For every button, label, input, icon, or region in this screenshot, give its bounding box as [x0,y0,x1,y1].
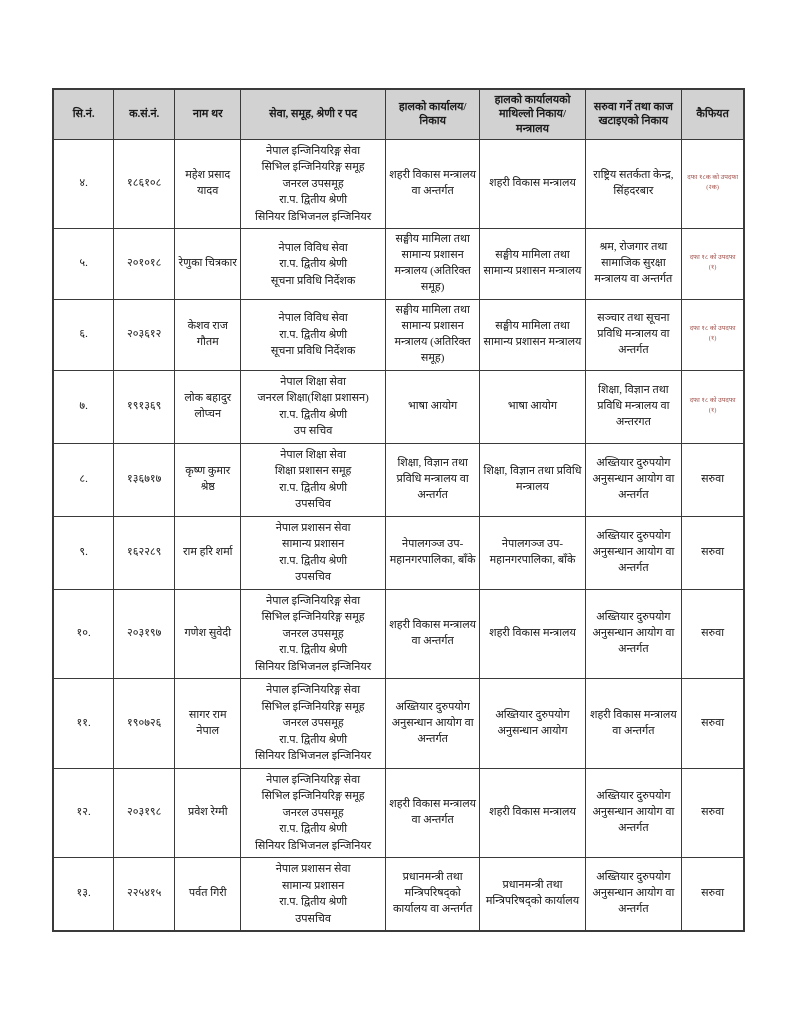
cell-employee-code-text: १९०७२६ [127,716,162,729]
cell-transfer-body-text: राष्ट्रिय सतर्कता केन्द्र, सिंहदरबार [593,169,674,198]
cell-current-office [385,589,480,679]
cell-parent-body [480,229,585,300]
service-line: रा.प. द्वितीय श्रेणी [279,258,348,271]
service-line: रा.प. द्वितीय श्रेणी [279,554,348,567]
table-row [53,858,744,932]
cell-employee-code-text: १६२२८९ [127,545,162,558]
cell-remarks [682,139,744,229]
cell-employee-code-text: २०३६१२ [127,328,162,341]
cell-name [175,300,241,371]
cell-transfer-body [585,139,682,229]
cell-parent-body-text: शहरी विकास मन्त्रालय [489,177,576,190]
cell-parent-body-text: नेपालगञ्ज उप-महानगरपालिका, बाँके [489,537,576,566]
cell-service-group [241,370,385,443]
cell-remarks [682,443,744,516]
cell-transfer-body-text: शिक्षा, विज्ञान तथा प्रविधि मन्त्रालय वा अन्तरगत [597,383,670,428]
service-line: रा.प. द्वितीय श्रेणी [279,896,348,909]
cell-serial-number [53,516,114,589]
cell-remarks-text: सरुवा [701,627,725,640]
table-row [53,679,744,769]
service-line: शिक्षा प्रशासन समूह [274,465,352,478]
transfer-list-table [52,88,745,932]
service-line: सिनियर डिभिजनल इन्जिनियर [255,839,372,852]
cell-name-text: गणेश सुवेदी [184,627,232,640]
cell-serial-number [53,768,114,858]
cell-employee-code [114,229,175,300]
cell-serial-number [53,589,114,679]
service-line: नेपाल शिक्षा सेवा [280,375,346,388]
cell-transfer-body [585,370,682,443]
cell-service-group [241,516,385,589]
cell-service-group [241,139,385,229]
cell-parent-body [480,679,585,769]
service-line: सिनियर डिभिजनल इन्जिनियर [255,750,372,763]
service-line: जनरल उपसमूह [282,177,344,190]
cell-parent-body [480,300,585,371]
cell-serial-number-text: ४. [79,177,88,190]
table-row [53,300,744,371]
cell-transfer-body-text: अख्तियार दुरुपयोग अनुसन्धान आयोग वा अन्तर्गत [592,611,675,656]
cell-serial-number [53,229,114,300]
cell-serial-number [53,443,114,516]
table-body [53,139,744,931]
cell-remarks-text: सरुवा [701,806,725,819]
service-line: जनरल उपसमूह [282,806,344,819]
service-line: रा.प. द्वितीय श्रेणी [279,194,348,207]
cell-parent-body-text: शहरी विकास मन्त्रालय [489,627,576,640]
cell-name [175,443,241,516]
cell-parent-body [480,370,585,443]
cell-parent-body-text: सङ्घीय मामिला तथा सामान्य प्रशासन मन्त्रालय [483,249,582,278]
service-line: सामान्य प्रशासन [282,538,345,551]
cell-transfer-body [585,589,682,679]
header-employee-code: क.सं.नं. [114,89,175,139]
cell-serial-number-text: ६. [79,328,88,341]
cell-name [175,679,241,769]
service-line: रा.प. द्वितीय श्रेणी [279,408,348,421]
cell-parent-body [480,768,585,858]
cell-transfer-body-text: श्रम, रोजगार तथा सामाजिक सुरक्षा मन्त्रालय वा अन्तर्गत [594,241,673,286]
cell-name-text: लोक बहादुर लोप्चन [184,391,232,420]
cell-name [175,516,241,589]
service-line: जनरल उपसमूह [282,627,344,640]
service-line: नेपाल प्रशासन सेवा [275,863,351,876]
cell-employee-code [114,300,175,371]
cell-remarks [682,516,744,589]
service-line: नेपाल इन्जिनियरिङ्ग सेवा [266,594,361,607]
cell-employee-code-text: १९१३६९ [127,399,162,412]
cell-current-office [385,858,480,932]
cell-transfer-body [585,229,682,300]
cell-serial-number-text: १०. [76,627,91,640]
header-name: नाम थर [175,89,241,139]
cell-serial-number [53,370,114,443]
cell-name [175,858,241,932]
service-line: उपसचिव [295,498,331,511]
cell-remarks-text: दफा १८ को उपदफा (१) [689,324,736,343]
service-line: नेपाल इन्जिनियरिङ्ग सेवा [266,773,361,786]
cell-employee-code-text: २२५४१५ [127,887,162,900]
cell-remarks [682,679,744,769]
cell-transfer-body-text: अख्तियार दुरुपयोग अनुसन्धान आयोग वा अन्तर्गत [592,790,675,835]
cell-serial-number-text: ७. [79,399,88,412]
cell-transfer-body-text: सञ्चार तथा सूचना प्रविधि मन्त्रालय वा अन्तर्गत [597,312,670,356]
header-transfer-body: सरुवा गर्ने तथा काज खटाइएको निकाय [585,89,682,139]
header-remarks: कैफियत [682,89,744,139]
cell-current-office [385,139,480,229]
service-line: रा.प. द्वितीय श्रेणी [279,733,348,746]
service-line: नेपाल इन्जिनियरिङ्ग सेवा [266,144,361,157]
cell-service-group [241,768,385,858]
table-header [53,89,744,139]
service-line: रा.प. द्वितीय श्रेणी [279,328,348,341]
table-row [53,229,744,300]
service-line: सिभिल इन्जिनियरिङ्ग समूह [261,611,365,624]
cell-transfer-body [585,443,682,516]
cell-service-group [241,300,385,371]
cell-parent-body [480,443,585,516]
service-line: सूचना प्रविधि निर्देशक [270,345,356,358]
cell-current-office [385,516,480,589]
table-row [53,768,744,858]
cell-serial-number-text: ८. [79,472,88,485]
cell-current-office-text: शहरी विकास मन्त्रालय वा अन्तर्गत [389,169,477,198]
cell-employee-code [114,679,175,769]
cell-current-office-text: शहरी विकास मन्त्रालय वा अन्तर्गत [389,619,477,648]
cell-serial-number [53,679,114,769]
table-row [53,370,744,443]
service-line: सिनियर डिभिजनल इन्जिनियर [255,660,372,673]
cell-employee-code [114,370,175,443]
cell-employee-code [114,768,175,858]
table-row [53,516,744,589]
cell-current-office-text: शिक्षा, विज्ञान तथा प्रविधि मन्त्रालय वा अन्तर्गत [396,456,469,501]
cell-remarks [682,589,744,679]
cell-serial-number-text: ११. [76,716,91,729]
cell-transfer-body [585,858,682,932]
header-current-office: हालको कार्यालय/निकाय [385,89,480,139]
cell-current-office [385,768,480,858]
cell-employee-code-text: २०१०१८ [127,257,162,270]
cell-current-office-text: शहरी विकास मन्त्रालय वा अन्तर्गत [389,798,477,827]
cell-remarks [682,300,744,371]
cell-serial-number-text: १३. [76,887,91,900]
service-line: सामान्य प्रशासन [282,879,345,892]
service-line: जनरल उपसमूह [282,717,344,730]
cell-name-text: सागर राम नेपाल [188,708,227,737]
service-line: सूचना प्रविधि निर्देशक [270,274,356,287]
cell-employee-code-text: २०३१९८ [127,806,162,819]
service-line: नेपाल विविध सेवा [278,312,348,325]
cell-name [175,139,241,229]
service-line: रा.प. द्वितीय श्रेणी [279,823,348,836]
header-service-group: सेवा, समूह, श्रेणी र पद [241,89,385,139]
service-line: नेपाल इन्जिनियरिङ्ग सेवा [266,684,361,697]
table-row [53,139,744,229]
service-line: सिभिल इन्जिनियरिङ्ग समूह [261,161,365,174]
cell-transfer-body-text: अख्तियार दुरुपयोग अनुसन्धान आयोग वा अन्तर्गत [592,529,675,574]
cell-transfer-body-text: शहरी विकास मन्त्रालय वा अन्तर्गत [589,708,677,737]
cell-employee-code-text: १३६७१७ [127,472,162,485]
cell-remarks [682,229,744,300]
service-line: उप सचिव [293,425,333,438]
cell-transfer-body-text: अख्तियार दुरुपयोग अनुसन्धान आयोग वा अन्तर्गत [592,456,675,501]
cell-name-text: प्रवेश रेग्मी [187,806,228,819]
cell-parent-body-text: शहरी विकास मन्त्रालय [489,806,576,819]
table-row [53,443,744,516]
cell-remarks-text: सरुवा [701,545,725,558]
cell-serial-number [53,139,114,229]
cell-name-text: कृष्ण कुमार श्रेष्ठ [185,464,231,493]
service-line: नेपाल विविध सेवा [278,241,348,254]
cell-service-group [241,679,385,769]
cell-service-group [241,443,385,516]
cell-current-office-text: सङ्घीय मामिला तथा सामान्य प्रशासन मन्त्रालय (अतिरिक्त समूह) [394,233,471,294]
cell-employee-code [114,589,175,679]
service-line: सिनियर डिभिजनल इन्जिनियर [255,210,372,223]
cell-serial-number [53,300,114,371]
cell-serial-number-text: ५. [79,257,88,270]
cell-parent-body-text: अख्तियार दुरुपयोग अनुसन्धान आयोग [495,708,570,737]
cell-service-group [241,589,385,679]
cell-current-office-text: सङ्घीय मामिला तथा सामान्य प्रशासन मन्त्रालय (अतिरिक्त समूह) [394,304,471,364]
cell-name-text: केशव राज गौतम [187,320,228,349]
cell-transfer-body [585,679,682,769]
cell-current-office-text: नेपालगञ्ज उप-महानगरपालिका, बाँके [389,537,476,566]
cell-serial-number-text: ९. [79,545,88,558]
service-line: रा.प. द्वितीय श्रेणी [279,481,348,494]
cell-employee-code [114,443,175,516]
cell-parent-body-text: भाषा आयोग [507,399,558,412]
service-line: उपसचिव [295,912,331,925]
service-line: सिभिल इन्जिनियरिङ्ग समूह [261,790,365,803]
cell-remarks-text: सरुवा [701,887,725,900]
cell-name-text: राम हरि शर्मा [182,545,233,558]
cell-service-group [241,858,385,932]
cell-current-office-text: अख्तियार दुरुपयोग अनुसन्धान आयोग वा अन्तर्गत [391,700,474,745]
cell-service-group [241,229,385,300]
service-line: नेपाल शिक्षा सेवा [280,448,346,461]
cell-employee-code-text: २०३१९७ [127,627,162,640]
cell-name [175,768,241,858]
cell-name-text: पर्वत गिरी [188,887,227,900]
cell-serial-number [53,858,114,932]
cell-parent-body [480,139,585,229]
cell-parent-body [480,858,585,932]
header-row [53,89,744,139]
cell-employee-code [114,516,175,589]
cell-transfer-body [585,768,682,858]
cell-current-office [385,229,480,300]
cell-remarks [682,858,744,932]
cell-employee-code [114,858,175,932]
cell-name [175,370,241,443]
cell-remarks-text: सरुवा [701,472,725,485]
cell-name [175,589,241,679]
header-serial-number: सि.नं. [53,89,114,139]
service-line: जनरल शिक्षा(शिक्षा प्रशासन) [257,392,369,405]
cell-remarks-text: सरुवा [701,716,725,729]
cell-remarks-text: दफा १८क को उपदफा (२क) [687,173,739,192]
cell-remarks [682,370,744,443]
cell-serial-number-text: १२. [76,806,91,819]
cell-remarks-text: दफा १८ को उपदफा (१) [689,396,736,415]
cell-transfer-body [585,516,682,589]
cell-name-text: महेश प्रसाद यादव [185,169,231,198]
service-line: नेपाल प्रशासन सेवा [275,521,351,534]
cell-name-text: रेणुका चित्रकार [178,257,237,270]
header-parent-body: हालको कार्यालयको माथिल्लो निकाय/मन्त्रालय [480,89,585,139]
cell-parent-body-text: प्रधानमन्त्री तथा मन्त्रिपरिषद्को कार्यालय [485,879,580,908]
cell-current-office [385,300,480,371]
service-line: रा.प. द्वितीय श्रेणी [279,644,348,657]
cell-current-office [385,443,480,516]
cell-transfer-body [585,300,682,371]
cell-employee-code [114,139,175,229]
cell-parent-body-text: शिक्षा, विज्ञान तथा प्रविधि मन्त्रालय [483,464,582,493]
service-line: उपसचिव [295,571,331,584]
cell-remarks [682,768,744,858]
cell-current-office-text: भाषा आयोग [408,399,458,412]
cell-remarks-text: दफा १८ को उपदफा (१) [689,254,736,272]
cell-parent-body [480,516,585,589]
cell-transfer-body-text: अख्तियार दुरुपयोग अनुसन्धान आयोग वा अन्तर्गत [592,871,675,916]
cell-current-office [385,370,480,443]
cell-employee-code-text: १८६१०८ [127,177,162,190]
table-row [53,589,744,679]
cell-current-office-text: प्रधानमन्त्री तथा मन्त्रिपरिषद्को कार्यालय वा अन्तर्गत [392,871,473,916]
cell-parent-body [480,589,585,679]
cell-parent-body-text: सङ्घीय मामिला तथा सामान्य प्रशासन मन्त्रालय [483,320,582,349]
service-line: सिभिल इन्जिनियरिङ्ग समूह [261,700,365,713]
cell-name [175,229,241,300]
cell-current-office [385,679,480,769]
